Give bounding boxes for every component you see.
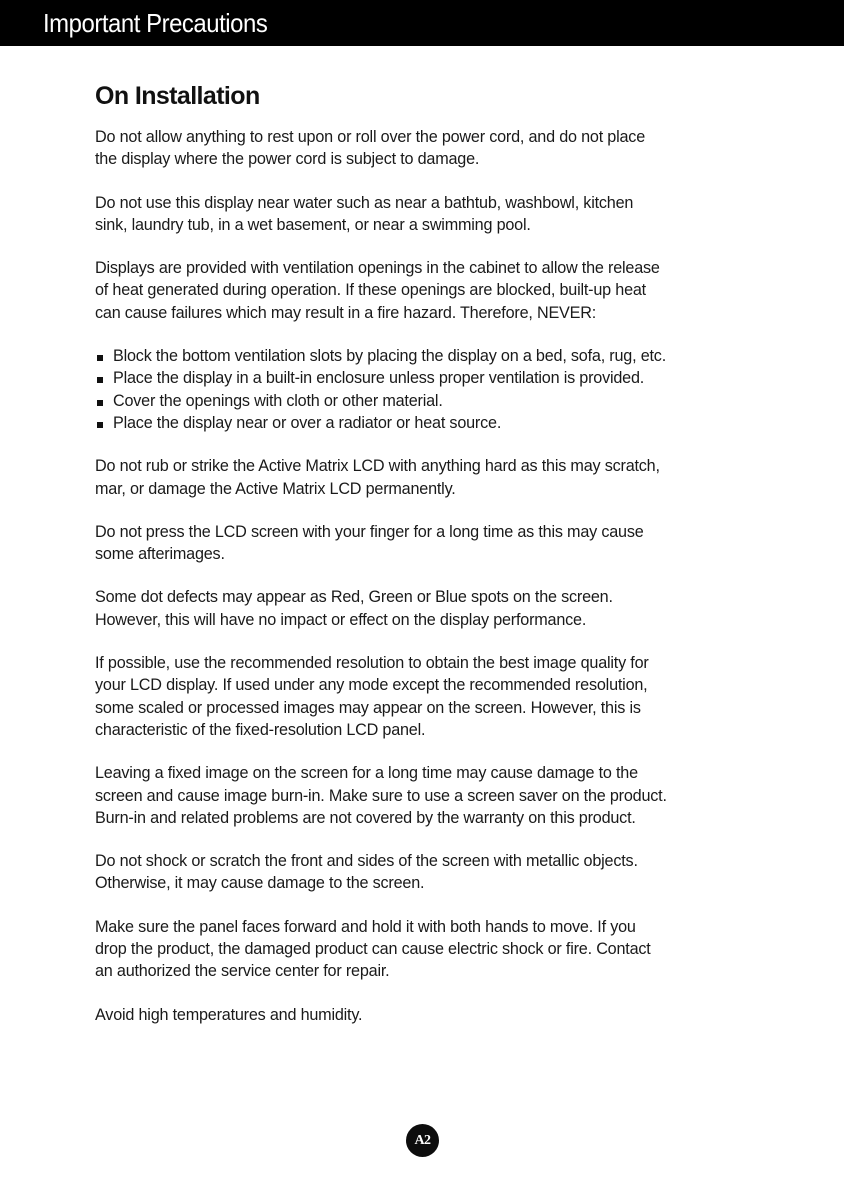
section-title: On Installation <box>95 82 260 110</box>
list-item-text: Place the display near or over a radiator or heat source. <box>113 413 502 432</box>
list-item-text: Block the bottom ventilation slots by placing the display on a bed, sofa, rug, etc. <box>113 347 666 366</box>
square-bullet-icon <box>97 377 103 383</box>
page-number-badge: A2 <box>406 1124 439 1157</box>
paragraph-water: Do not use this display near water such as near a bathtub, washbowl, kitchen sink, laundry tub, in a wet basement, or near a swimming pool. <box>95 193 634 234</box>
paragraph-burn-in: Leaving a fixed image on the screen for a long time may cause damage to the screen and cause image burn-in. Make sure to use a screen saver on the product. Burn-in and related problems are not covered by the warranty on this product. <box>95 764 667 827</box>
main-content <box>95 80 755 1047</box>
list-item <box>95 367 755 389</box>
list-item <box>95 345 755 367</box>
paragraph-power-cord: Do not allow anything to rest upon or roll over the power cord, and do not place the display where the power cord is subject to damage. <box>95 128 646 169</box>
never-list <box>95 345 755 434</box>
square-bullet-icon <box>97 355 103 361</box>
paragraph-scratch: Do not shock or scratch the front and sides of the screen with metallic objects. Otherwise, it may cause damage to the screen. <box>95 852 638 893</box>
paragraph-temperature: Avoid high temperatures and humidity. <box>95 1005 363 1024</box>
list-item <box>95 390 755 412</box>
paragraph-active-matrix: Do not rub or strike the Active Matrix LCD with anything hard as this may scratch, mar, or damage the Active Matrix LCD permanently. <box>95 457 660 498</box>
square-bullet-icon <box>97 400 103 406</box>
list-item-text: Cover the openings with cloth or other material. <box>113 391 443 410</box>
paragraph-ventilation: Displays are provided with ventilation openings in the cabinet to allow the release of heat generated during operation. If these openings are blocked, built-up heat can cause failures which may result in a fire hazard. Therefore, NEVER: <box>95 259 660 322</box>
header-bar <box>0 0 844 46</box>
paragraph-resolution: If possible, use the recommended resolution to obtain the best image quality for your LCD display. If used under any mode except the recommended resolution, some scaled or processed images may appear on the screen. However, this is characteristic of the fixed-resolution LCD panel. <box>95 654 649 739</box>
square-bullet-icon <box>97 422 103 428</box>
list-item <box>95 412 755 434</box>
list-item-text: Place the display in a built-in enclosure unless proper ventilation is provided. <box>113 369 645 388</box>
paragraph-moving: Make sure the panel faces forward and hold it with both hands to move. If you drop the product, the damaged product can cause electric shock or fire. Contact an authorized the service center for repair. <box>95 917 651 981</box>
page-header-title: Important Precautions <box>43 8 268 38</box>
paragraph-dot-defects: Some dot defects may appear as Red, Green or Blue spots on the screen. However, this will have no impact or effect on the display performance. <box>95 588 613 629</box>
paragraph-afterimages: Do not press the LCD screen with your finger for a long time as this may cause some afterimages. <box>95 522 644 564</box>
